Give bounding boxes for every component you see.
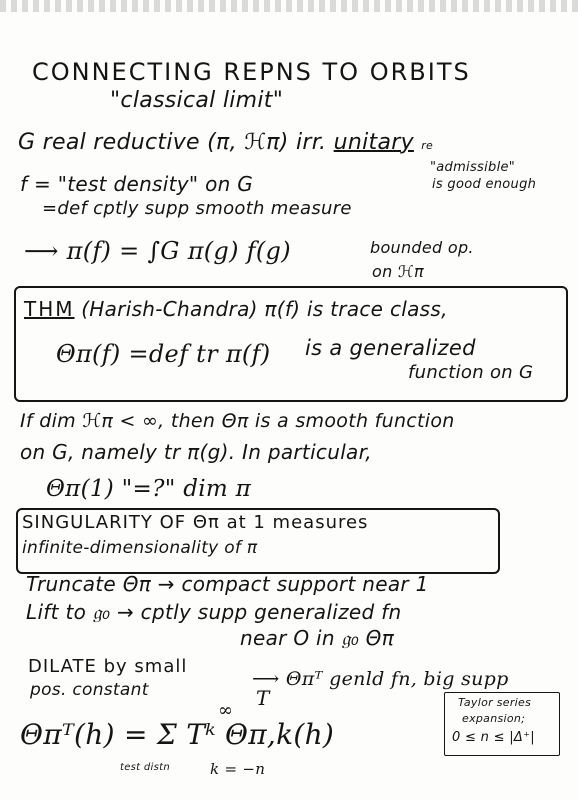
theta-definition: Θπ(f) =def tr π(f) xyxy=(56,340,271,368)
sum-upper-limit: ∞ xyxy=(218,700,234,721)
good-enough-note: is good enough xyxy=(432,177,537,192)
generalized-text: is a generalized xyxy=(305,336,476,360)
if-dim-line: If dim ℋπ < ∞, then Θπ is a smooth function xyxy=(20,410,455,432)
pos-constant-line: pos. constant xyxy=(30,680,149,700)
scan-edge xyxy=(0,0,578,12)
lift-line: Lift to 𝔤₀ → cptly supp generalized fn xyxy=(26,600,402,624)
taylor-note-line-3: 0 ≤ n ≤ |Δ⁺| xyxy=(452,730,535,745)
dilate-line: DILATE by small xyxy=(28,656,188,677)
line-pi-f-integral: ⟶ π(f) = ∫G π(g) f(g) xyxy=(24,237,291,265)
page-title: CONNECTING REPNS TO ORBITS xyxy=(32,58,471,86)
line-g-text: G real reductive (π, ℋπ) irr. xyxy=(18,130,327,155)
test-distn-note: test distn xyxy=(120,762,170,773)
taylor-note-line-1: Taylor series xyxy=(458,696,532,709)
bounded-op-note: bounded op. xyxy=(370,238,474,257)
taylor-note-line-2: expansion; xyxy=(462,712,526,725)
singularity-line: SINGULARITY OF Θπ at 1 measures xyxy=(22,512,369,533)
unitary-tail: re xyxy=(421,139,434,152)
admissible-note: "admissible" xyxy=(430,160,516,175)
dilate-rhs: ⟶ Θπᵀ genld fn, big supp xyxy=(252,668,509,690)
line-f-test-density: f = "test density" on G xyxy=(20,172,254,196)
on-h-pi-note: on ℋπ xyxy=(372,262,424,281)
on-g-namely-line: on G, namely tr π(g). In particular, xyxy=(20,440,372,464)
thm-label: THM xyxy=(24,297,75,321)
truncate-line: Truncate Θπ → compact support near 1 xyxy=(26,572,429,596)
thm-text: (Harish-Chandra) π(f) is trace class, xyxy=(81,297,448,321)
theta-of-one-line: Θπ(1) "=?" dim π xyxy=(46,476,252,502)
theorem-line xyxy=(24,297,448,321)
unitary-word: unitary xyxy=(333,130,414,155)
t-symbol: T xyxy=(256,686,270,710)
sum-lower-limit: k = −n xyxy=(210,760,266,778)
theta-expansion-formula: Θπᵀ(h) = Σ Tᵏ Θπ,k(h) xyxy=(20,718,335,751)
function-on-g-text: function on G xyxy=(408,362,534,383)
infinite-dim-line: infinite-dimensionality of π xyxy=(22,538,258,558)
line-g-real-reductive xyxy=(18,130,433,155)
near-o-line: near O in 𝔤₀ Θπ xyxy=(240,626,395,650)
page-subtitle: "classical limit" xyxy=(110,88,284,113)
line-def-measure: =def cptly supp smooth measure xyxy=(42,198,352,219)
